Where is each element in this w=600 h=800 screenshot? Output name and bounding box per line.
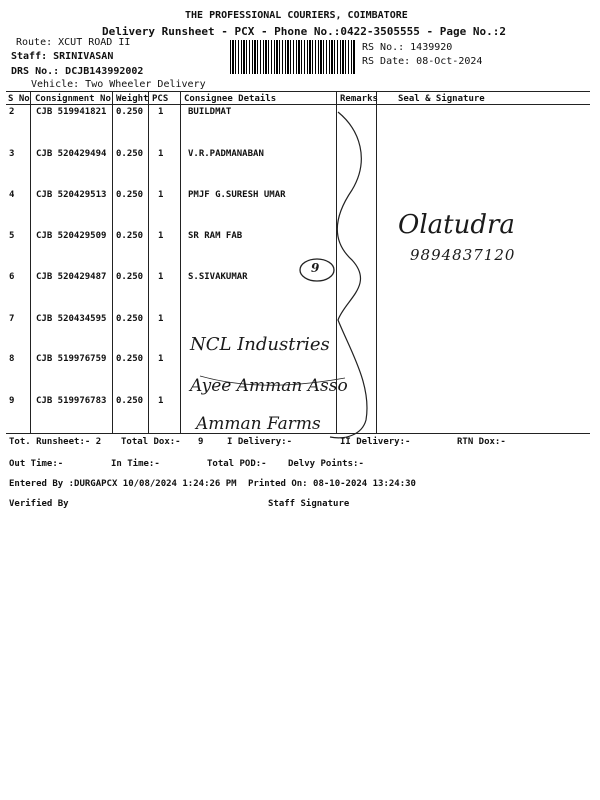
- entered-by: Entered By :DURGAPCX 10/08/2024 1:24:26 PM: [9, 479, 237, 489]
- row-sno: 8: [9, 354, 15, 364]
- row-consignee: V.R.PADMANABAN: [188, 149, 264, 159]
- row-consignee: BUILDMAT: [188, 107, 232, 117]
- row-consignment: CJB 519976759: [36, 354, 107, 364]
- col-header-consignee: Consignee Details: [184, 94, 277, 104]
- row-pcs: 1: [158, 314, 164, 324]
- col-header-pcs: PCS: [152, 94, 169, 104]
- col-header-sno: S No: [8, 94, 30, 104]
- in-time-label: In Time:-: [111, 459, 160, 469]
- col-header-weight: Weight: [116, 94, 149, 104]
- col-header-seal: Seal & Signature: [398, 94, 485, 104]
- row-weight: 0.250: [116, 190, 144, 200]
- route-label: Route: XCUT ROAD II: [16, 37, 131, 48]
- row-consignment: CJB 520429513: [36, 190, 107, 200]
- row-pcs: 1: [158, 190, 164, 200]
- row-consignee: SR RAM FAB: [188, 231, 243, 241]
- row-consignment: CJB 520429509: [36, 231, 107, 241]
- delvy-points-label: Delvy Points:-: [288, 459, 364, 469]
- rtn-dox-label: RTN Dox:-: [457, 437, 506, 447]
- row-weight: 0.250: [116, 149, 144, 159]
- row-sno: 4: [9, 190, 15, 200]
- row-weight: 0.250: [116, 314, 144, 324]
- printed-on: Printed On: 08-10-2024 13:24:30: [248, 479, 416, 489]
- row-sno: 9: [9, 396, 15, 406]
- row-sno: 3: [9, 149, 15, 159]
- row-consignment: CJB 520429494: [36, 149, 107, 159]
- vehicle-label: Vehicle: Two Wheeler Delivery: [31, 79, 206, 90]
- row-sno: 2: [9, 107, 15, 117]
- handwritten-ayee-amman: Ayee Amman Asso: [190, 376, 348, 396]
- total-dox-value: 9: [198, 437, 204, 447]
- i-delivery-label: I Delivery:-: [227, 437, 293, 447]
- total-runsheet: Tot. Runsheet:- 2: [9, 437, 102, 447]
- total-dox-label: Total Dox:-: [121, 437, 181, 447]
- handwritten-amman-farms: Amman Farms: [196, 414, 321, 434]
- handwritten-phone: 9894837120: [410, 246, 516, 264]
- row-pcs: 1: [158, 396, 164, 406]
- circled-number: 9: [311, 261, 320, 275]
- total-pod-label: Total POD:-: [207, 459, 267, 469]
- row-sno: 5: [9, 231, 15, 241]
- row-consignment: CJB 520429487: [36, 272, 107, 282]
- row-weight: 0.250: [116, 396, 144, 406]
- company-name: THE PROFESSIONAL COURIERS, COIMBATORE: [185, 10, 408, 21]
- row-consignment: CJB 520434595: [36, 314, 107, 324]
- handwritten-signature: Olatudra: [398, 210, 515, 240]
- row-weight: 0.250: [116, 231, 144, 241]
- row-pcs: 1: [158, 272, 164, 282]
- col-header-consignment: Consignment No: [35, 94, 111, 104]
- row-consignee: S.SIVAKUMAR: [188, 272, 248, 282]
- row-sno: 6: [9, 272, 15, 282]
- out-time-label: Out Time:-: [9, 459, 64, 469]
- verified-by-label: Verified By: [9, 499, 69, 509]
- row-consignment: CJB 519941821: [36, 107, 107, 117]
- ii-delivery-label: II Delivery:-: [340, 437, 411, 447]
- staff-signature-label: Staff Signature: [268, 499, 350, 509]
- row-sno: 7: [9, 314, 15, 324]
- row-pcs: 1: [158, 149, 164, 159]
- row-consignment: CJB 519976783: [36, 396, 107, 406]
- row-weight: 0.250: [116, 272, 144, 282]
- row-pcs: 1: [158, 231, 164, 241]
- rs-date: RS Date: 08-Oct-2024: [362, 56, 483, 67]
- col-header-remarks: Remarks: [340, 94, 378, 104]
- staff-label: Staff: SRINIVASAN: [11, 51, 114, 62]
- row-weight: 0.250: [116, 354, 144, 364]
- drs-number: DRS No.: DCJB143992002: [11, 66, 144, 77]
- row-pcs: 1: [158, 107, 164, 117]
- rs-number: RS No.: 1439920: [362, 42, 453, 53]
- row-pcs: 1: [158, 354, 164, 364]
- handwritten-ncl-industries: NCL Industries: [190, 334, 330, 355]
- row-weight: 0.250: [116, 107, 144, 117]
- runsheet-title: Delivery Runsheet - PCX - Phone No.:0422-3505555 - Page No.:2: [102, 25, 506, 38]
- row-consignee: PMJF G.SURESH UMAR: [188, 190, 286, 200]
